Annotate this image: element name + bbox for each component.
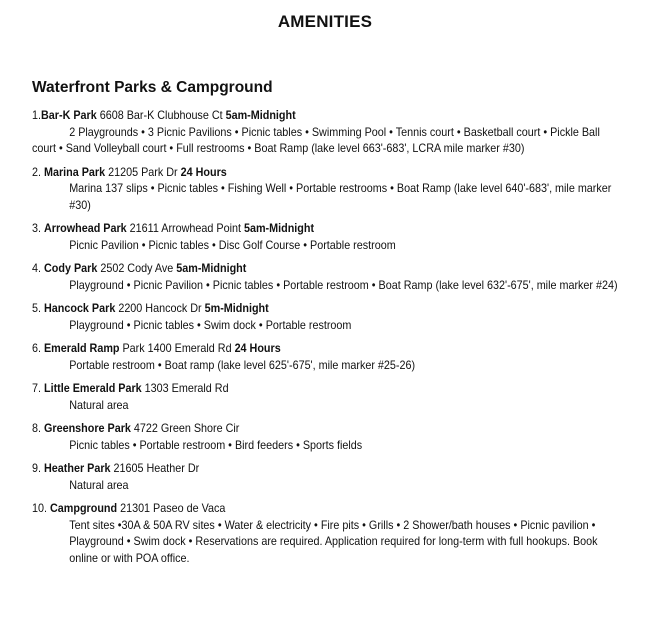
- list-item: [32, 341, 581, 374]
- list-item: [32, 301, 581, 334]
- item-header: [32, 381, 581, 398]
- item-header: [32, 301, 581, 318]
- park-name: Campground: [49, 502, 118, 515]
- item-description: Playground • Picnic tables • Swim dock • Portable restroom: [69, 318, 352, 332]
- item-description: 2 Playgrounds • 3 Picnic Pavilions • Picnic tables • Swimming Pool • Tennis court • Basketball court • Pickle Ball court • Sand Volleyball court • Full restrooms • Boat Ramp (lake level 663'-683', LCRA mile marker #30): [32, 125, 600, 155]
- item-number: 5.: [32, 302, 44, 315]
- park-address: 2200 Hancock Dr: [115, 302, 205, 315]
- park-name: Heather Park: [43, 462, 111, 475]
- park-hours: 5am-Midnight: [243, 222, 315, 235]
- item-number: 10.: [32, 502, 50, 515]
- item-description: Picnic tables • Portable restroom • Bird feeders • Sports fields: [69, 438, 363, 452]
- park-name: Hancock Park: [43, 302, 116, 315]
- park-name: Cody Park: [43, 262, 98, 275]
- item-description: Natural area: [69, 398, 129, 412]
- park-name: Emerald Ramp: [43, 342, 120, 355]
- park-address: Park 1400 Emerald Rd: [119, 342, 235, 355]
- park-hours: 24 Hours: [180, 165, 227, 179]
- item-number: 2.: [32, 165, 44, 179]
- item-number: 3.: [32, 222, 44, 235]
- park-address: 21205 Park Dr: [105, 165, 181, 179]
- park-address: 21301 Paseo de Vaca: [117, 502, 226, 515]
- item-header: [32, 341, 581, 358]
- list-item: [32, 421, 581, 454]
- park-address: 2502 Cody Ave: [97, 262, 177, 275]
- park-address: 21605 Heather Dr: [110, 462, 200, 475]
- park-name: Greenshore Park: [43, 422, 131, 435]
- park-name: Arrowhead Park: [43, 222, 127, 235]
- item-header: [32, 165, 581, 182]
- park-hours: 5am-Midnight: [176, 262, 247, 275]
- list-item: [32, 381, 581, 414]
- item-description: Tent sites •30A & 50A RV sites • Water & electricity • Fire pits • Grills • 2 Shower/bath houses • Picnic pavilion • Playground • Swim dock • Reservations are required. Application required for long-term with full hookups. Book online or with POA office.: [69, 518, 598, 565]
- amenities-list: [32, 108, 618, 574]
- section-heading: Waterfront Parks & Campground: [32, 79, 273, 96]
- list-item: [32, 221, 581, 254]
- list-item: [32, 501, 598, 567]
- item-header: [32, 108, 581, 125]
- park-address: 21611 Arrowhead Point: [126, 222, 244, 235]
- park-name: Bar-K Park: [40, 109, 97, 122]
- item-description: Marina 137 slips • Picnic tables • Fishing Well • Portable restrooms • Boat Ramp (lake level 640'-683', mile marker #30): [69, 182, 612, 212]
- item-description: Natural area: [69, 478, 129, 492]
- park-hours: 24 Hours: [234, 342, 281, 355]
- item-number: 6.: [32, 342, 44, 355]
- list-item: [32, 108, 600, 158]
- park-address: 4722 Green Shore Cir: [130, 422, 240, 435]
- item-description: Portable restroom • Boat ramp (lake level 625'-675', mile marker #25-26): [69, 358, 416, 372]
- item-number: 9.: [32, 462, 44, 475]
- park-address: 6608 Bar-K Clubhouse Ct: [96, 109, 226, 122]
- item-number: 8.: [32, 422, 44, 435]
- item-header: [32, 221, 581, 238]
- list-item: [32, 261, 618, 294]
- item-number: 4.: [32, 262, 44, 275]
- park-name: Marina Park: [43, 165, 106, 179]
- item-header: [32, 421, 581, 438]
- page-title: AMENITIES: [277, 12, 373, 31]
- park-name: Little Emerald Park: [43, 382, 142, 395]
- park-address: 1303 Emerald Rd: [141, 382, 229, 395]
- item-number: 1.: [32, 109, 41, 122]
- item-number: 7.: [32, 382, 44, 395]
- item-header: [32, 261, 581, 278]
- item-description: Picnic Pavilion • Picnic tables • Disc Golf Course • Portable restroom: [69, 238, 396, 252]
- park-hours: 5m-Midnight: [204, 302, 269, 315]
- park-hours: 5am-Midnight: [225, 109, 296, 122]
- list-item: [32, 165, 612, 215]
- list-item: [32, 461, 581, 494]
- item-description: Playground • Picnic Pavilion • Picnic tables • Portable restroom • Boat Ramp (lake level 632'-675', mile marker #24): [69, 278, 618, 292]
- item-header: [32, 461, 581, 478]
- item-header: [32, 501, 581, 518]
